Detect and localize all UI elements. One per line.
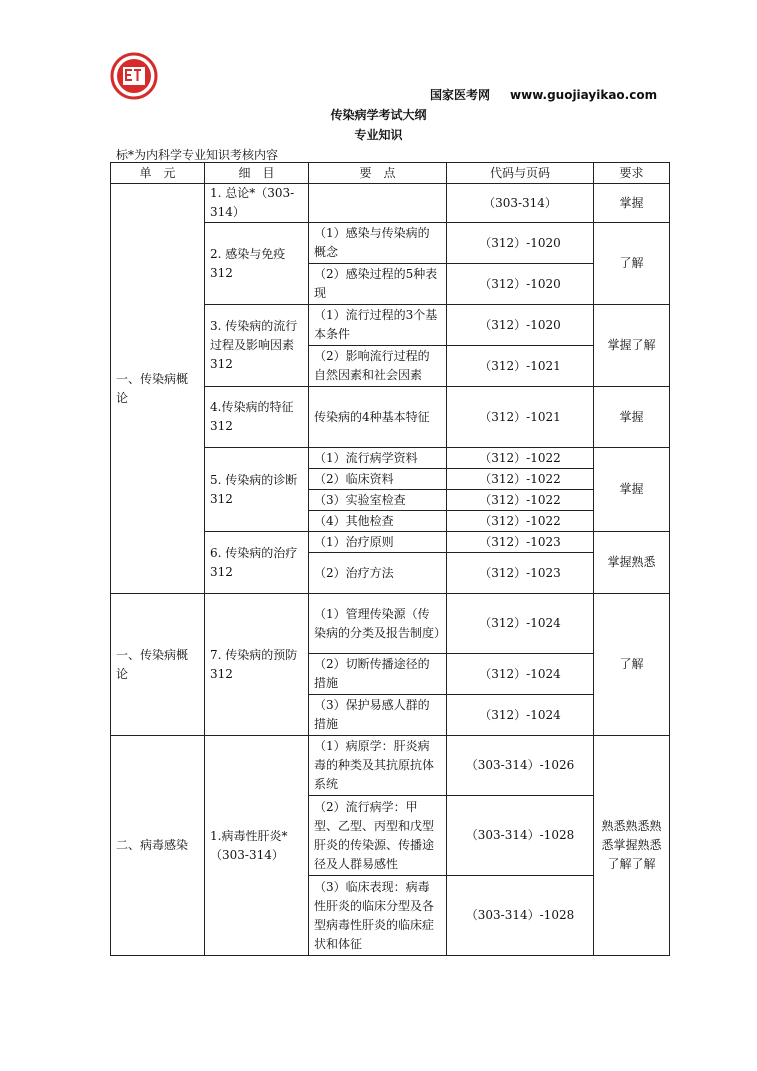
detail-cell: 7. 传染病的预防 312 (205, 594, 309, 736)
code-cell: （312）-1024 (447, 594, 594, 654)
table-row (111, 736, 670, 796)
header-requirement: 要求 (594, 163, 670, 184)
detail-cell: 1. 总论*（303-314） (205, 184, 309, 223)
requirement-cell: 掌握 (594, 387, 670, 448)
point-cell: （1）流行病学资料 (309, 448, 447, 469)
table-row (111, 184, 670, 223)
code-cell: （312）-1021 (447, 346, 594, 387)
point-cell: （2）治疗方法 (309, 553, 447, 594)
edu-logo-icon (110, 52, 158, 100)
document-title: 传染病学考试大纲 (330, 108, 427, 122)
detail-cell: 5. 传染病的诊断 312 (205, 448, 309, 532)
code-cell: （303-314） (447, 184, 594, 223)
unit-cell: 二、病毒感染 (111, 736, 205, 956)
site-name: 国家医考网 (430, 88, 491, 102)
code-cell: （303-314）-1026 (447, 736, 594, 796)
site-header (430, 86, 657, 103)
code-cell: （312）-1024 (447, 654, 594, 695)
header-detail: 细 目 (205, 163, 309, 184)
code-cell: （312）-1023 (447, 532, 594, 553)
document-subtitle: 专业知识 (354, 128, 403, 142)
requirement-cell: 掌握了解 (594, 305, 670, 387)
point-cell: （1）病原学：肝炎病毒的种类及其抗原抗体系统 (309, 736, 447, 796)
code-cell: （303-314）-1028 (447, 796, 594, 876)
code-cell: （312）-1024 (447, 695, 594, 736)
header-code: 代码与页码 (447, 163, 594, 184)
point-cell: 传染病的4种基本特征 (309, 387, 447, 448)
point-cell: （2）影响流行过程的自然因素和社会因素 (309, 346, 447, 387)
point-cell: （1）感染与传染病的概念 (309, 223, 447, 264)
point-cell: （4）其他检查 (309, 511, 447, 532)
point-cell: （3）保护易感人群的措施 (309, 695, 447, 736)
point-cell: （1）治疗原则 (309, 532, 447, 553)
requirement-cell: 了解 (594, 223, 670, 305)
point-cell: （3）实验室检查 (309, 490, 447, 511)
requirement-cell: 了解 (594, 594, 670, 736)
code-cell: （312）-1020 (447, 264, 594, 305)
point-cell: （2）临床资料 (309, 469, 447, 490)
code-cell: （312）-1020 (447, 223, 594, 264)
code-cell: （303-314）-1028 (447, 876, 594, 956)
point-cell: （1）管理传染源（传染病的分类及报告制度） (309, 594, 447, 654)
table-header-row (111, 163, 670, 184)
syllabus-table (110, 162, 670, 956)
unit-cell: 一、传染病概论 (111, 184, 205, 594)
document-note: 标*为内科学专业知识考核内容 (116, 148, 279, 162)
code-cell: （312）-1020 (447, 305, 594, 346)
requirement-cell: 掌握 (594, 448, 670, 532)
point-cell: （3）临床表现：病毒性肝炎的临床分型及各型病毒性肝炎的临床症状和体征 (309, 876, 447, 956)
requirement-cell: 掌握 (594, 184, 670, 223)
detail-cell: 4.传染病的特征 312 (205, 387, 309, 448)
detail-cell: 2. 感染与免疫 312 (205, 223, 309, 305)
code-cell: （312）-1022 (447, 469, 594, 490)
code-cell: （312）-1022 (447, 511, 594, 532)
code-cell: （312）-1023 (447, 553, 594, 594)
point-cell: （2）感染过程的5种表现 (309, 264, 447, 305)
table-row (111, 594, 670, 654)
code-cell: （312）-1021 (447, 387, 594, 448)
detail-cell: 1.病毒性肝炎*（303-314） (205, 736, 309, 956)
header-unit: 单 元 (111, 163, 205, 184)
header-point: 要 点 (309, 163, 447, 184)
site-url[interactable]: www.guojiayikao.com (510, 88, 658, 102)
point-cell: （2）切断传播途径的措施 (309, 654, 447, 695)
code-cell: （312）-1022 (447, 490, 594, 511)
detail-cell: 3. 传染病的流行过程及影响因素 312 (205, 305, 309, 387)
unit-cell: 一、传染病概论 (111, 594, 205, 736)
point-cell: （2）流行病学：甲型、乙型、丙型和戊型肝炎的传染源、传播途径及人群易感性 (309, 796, 447, 876)
point-cell: （1）流行过程的3个基本条件 (309, 305, 447, 346)
requirement-cell: 掌握熟悉 (594, 532, 670, 594)
detail-cell: 6. 传染病的治疗 312 (205, 532, 309, 594)
code-cell: （312）-1022 (447, 448, 594, 469)
requirement-cell: 熟悉熟悉熟悉掌握熟悉了解了解 (594, 736, 670, 956)
point-cell (309, 184, 447, 223)
